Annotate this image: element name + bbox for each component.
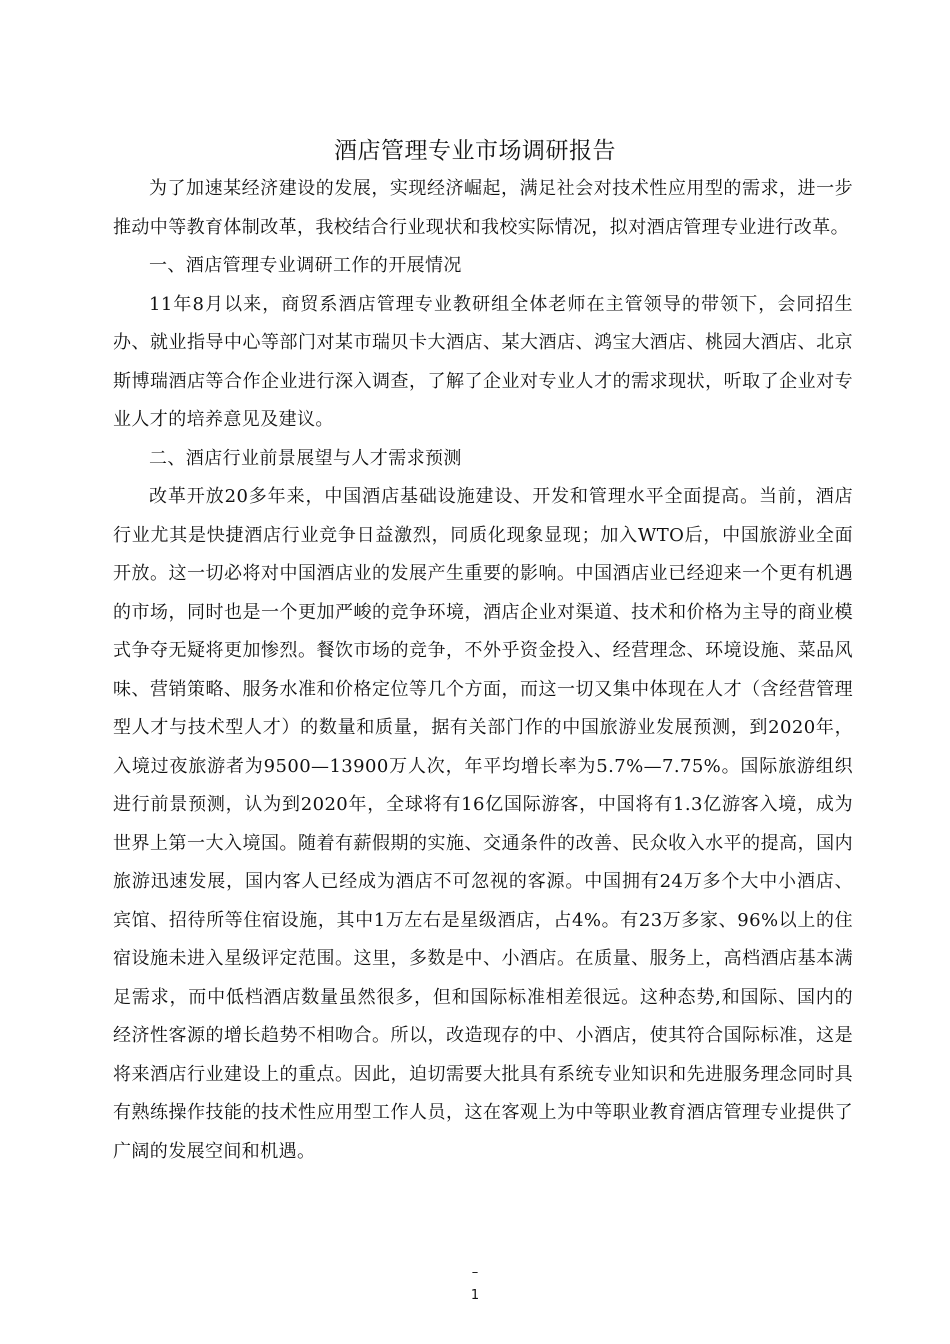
- document-title: 酒店管理专业市场调研报告: [334, 138, 616, 164]
- section-1-paragraph: 11年8月以来，商贸系酒店管理专业教研组全体老师在主管领导的带领下，会同招生办、就业指导中心等部门对某市瑞贝卡大酒店、某大酒店、鸿宝大酒店、桃园大酒店、北京斯博瑞酒店等合作企业进行深入调查，了解了企业对专业人才的需求现状，听取了企业对专业人才的培养意见及建议。: [113, 293, 853, 430]
- intro-paragraph: 为了加速某经济建设的发展，实现经济崛起，满足社会对技术性应用型的需求，进一步推动中等教育体制改革，我校结合行业现状和我校实际情况，拟对酒店管理专业进行改革。: [113, 178, 853, 238]
- section-heading-2: 二、酒店行业前景展望与人才需求预测: [149, 447, 462, 469]
- page-number: 1: [470, 1288, 480, 1303]
- section-2-paragraph: 改革开放20多年来，中国酒店基础设施建设、开发和管理水平全面提高。当前，酒店行业尤其是快捷酒店行业竞争日益激烈，同质化现象显现；加入WTO后，中国旅游业全面开放。这一切必将对中国酒店业的发展产生重要的影响。中国酒店业已经迎来一个更有机遇的市场，同时也是一个更加严峻的竞争环境，酒店企业对渠道、技术和价格为主导的商业模式争夺无疑将更加惨烈。餐饮市场的竞争，不外乎资金投入、经营理念、环境设施、菜品风味、营销策略、服务水准和价格定位等几个方面，而这一切又集中体现在人才（含经营管理型人才与技术型人才）的数量和质量，据有关部门作的中国旅游业发展预测，到2020年，入境过夜旅游者为9500—13900万人次，年平均增长率为5.7%—7.75%。国际旅游组织进行前景预测，认为到2020年，全球将有16亿国际游客，中国将有1.3亿游客入境，成为世界上第一大入境国。随着有薪假期的实施、交通条件的改善、民众收入水平的提高，国内旅游迅速发展，国内客人已经成为酒店不可忽视的客源。中国拥有24万多个大中小酒店、宾馆、招待所等住宿设施，其中1万左右是星级酒店，占4%。有23万多家、96%以上的住宿设施未进入星级评定范围。这里，多数是中、小酒店。在质量、服务上，高档酒店基本满足需求，而中低档酒店数量虽然很多，但和国际标准相差很远。这种态势,和国际、国内的经济性客源的增长趋势不相吻合。所以，改造现存的中、小酒店，使其符合国际标准，这是将来酒店行业建设上的重点。因此，迫切需要大批具有系统专业知识和先进服务理念同时具有熟练操作技能的技术性应用型工作人员，这在客观上为中等职业教育酒店管理专业提供了广阔的发展空间和机遇。: [113, 486, 853, 1162]
- document-body: [113, 170, 853, 1171]
- section-heading-1: 一、酒店管理专业调研工作的开展情况: [149, 255, 462, 276]
- footer-dash: –: [471, 1265, 479, 1280]
